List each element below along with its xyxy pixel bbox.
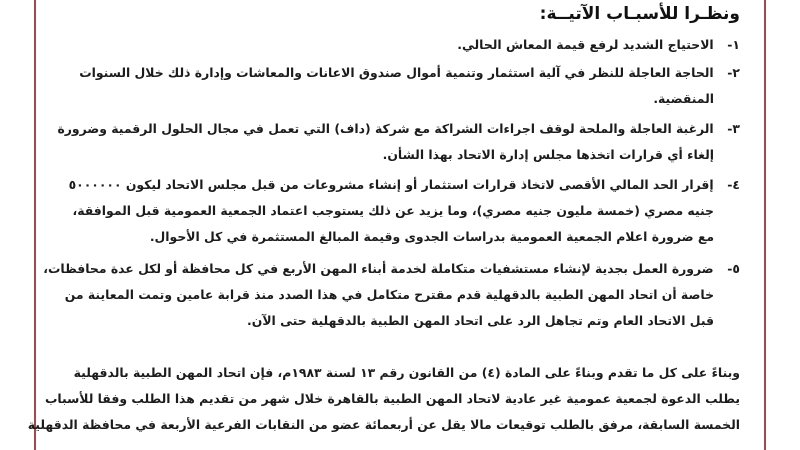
list-item-4-continuation: جنيه مصري (خمسة مليون جنيه مصري)، وما يزيد عن ذلك يستوجب اعتماد الجمعية العمومية قبل الموافقة،	[72, 203, 714, 218]
section-heading: ونظـرا للأسبـاب الآتيــة:	[539, 4, 740, 24]
list-item-3-continuation: إلغاء أي قرارات اتخذها مجلس إدارة الاتحاد بهذا الشأن.	[382, 147, 714, 162]
list-item-3	[57, 120, 740, 138]
item-text: الرغبة العاجلة والملحة لوقف اجراءات الشراكة مع شركة (داف) التي تعمل في مجال الحلول الرقمية وضرورة	[57, 121, 714, 136]
list-item-5-continuation: قبل الاتحاد العام وتم تجاهل الرد على اتحاد المهن الطبية بالدقهلية حتى الآن.	[247, 313, 714, 328]
list-item-4-continuation: مع ضرورة اعلام الجمعية العمومية بدراسات الجدوى وقيمة المبالغ المستثمرة في كل الأحوال.	[149, 229, 714, 244]
list-item-5-continuation: خاصة أن اتحاد المهن الطبية بالدقهلية قدم مقترح متكامل في هذا الصدد منذ قرابة عامين وتمت المعاينة من	[64, 287, 714, 302]
list-item-4	[69, 176, 740, 194]
item-text: الاحتياج الشديد لرفع قيمة المعاش الحالي.	[457, 37, 714, 52]
item-number: ٤-	[727, 177, 740, 192]
list-item-5	[43, 260, 740, 278]
list-item-1	[457, 36, 740, 54]
right-margin-line	[764, 0, 766, 450]
list-item-2-continuation: المنقضية.	[653, 91, 714, 106]
item-text: إقرار الحد المالي الأقصى لاتخاذ قرارات استثمار أو إنشاء مشروعات من قبل مجلس الاتحاد ليكون ٥٠٠٠٠٠٠	[68, 177, 714, 192]
item-text: ضرورة العمل بجدية لإنشاء مستشفيات متكاملة لخدمة أبناء المهن الأربع في كل محافظة أو لكل عدة محافظات،	[43, 261, 714, 276]
conclusion-line: وبناءً على كل ما تقدم وبناءً على المادة (٤) من القانون رقم ١٣ لسنة ١٩٨٣م، فإن اتحاد المهن الطبية بالدقهلية	[73, 365, 740, 380]
item-number: ٢-	[727, 65, 740, 80]
conclusion-line: الخمسة السابقة، مرفق بالطلب توقيعات مالا يقل عن أربعمائة عضو من النقابات الفرعية الأربعة في محافظة الدقهلية	[27, 417, 740, 432]
left-margin-line	[34, 0, 36, 450]
item-number: ٥-	[727, 261, 740, 276]
conclusion-line: يطلب الدعوة لجمعية عمومية غير عادية لاتحاد المهن الطبية بالقاهرة خلال شهر من تقديم هذا الطلب وفقا للأسباب	[44, 391, 740, 406]
item-number: ٣-	[727, 121, 740, 136]
item-text: الحاجة العاجلة للنظر في آلية استثمار وتنمية أموال صندوق الاعانات والمعاشات وإدارة ذلك خلال السنوات	[79, 65, 714, 80]
item-number: ١-	[727, 37, 740, 52]
document-page	[27, 0, 754, 450]
list-item-2	[79, 64, 740, 82]
